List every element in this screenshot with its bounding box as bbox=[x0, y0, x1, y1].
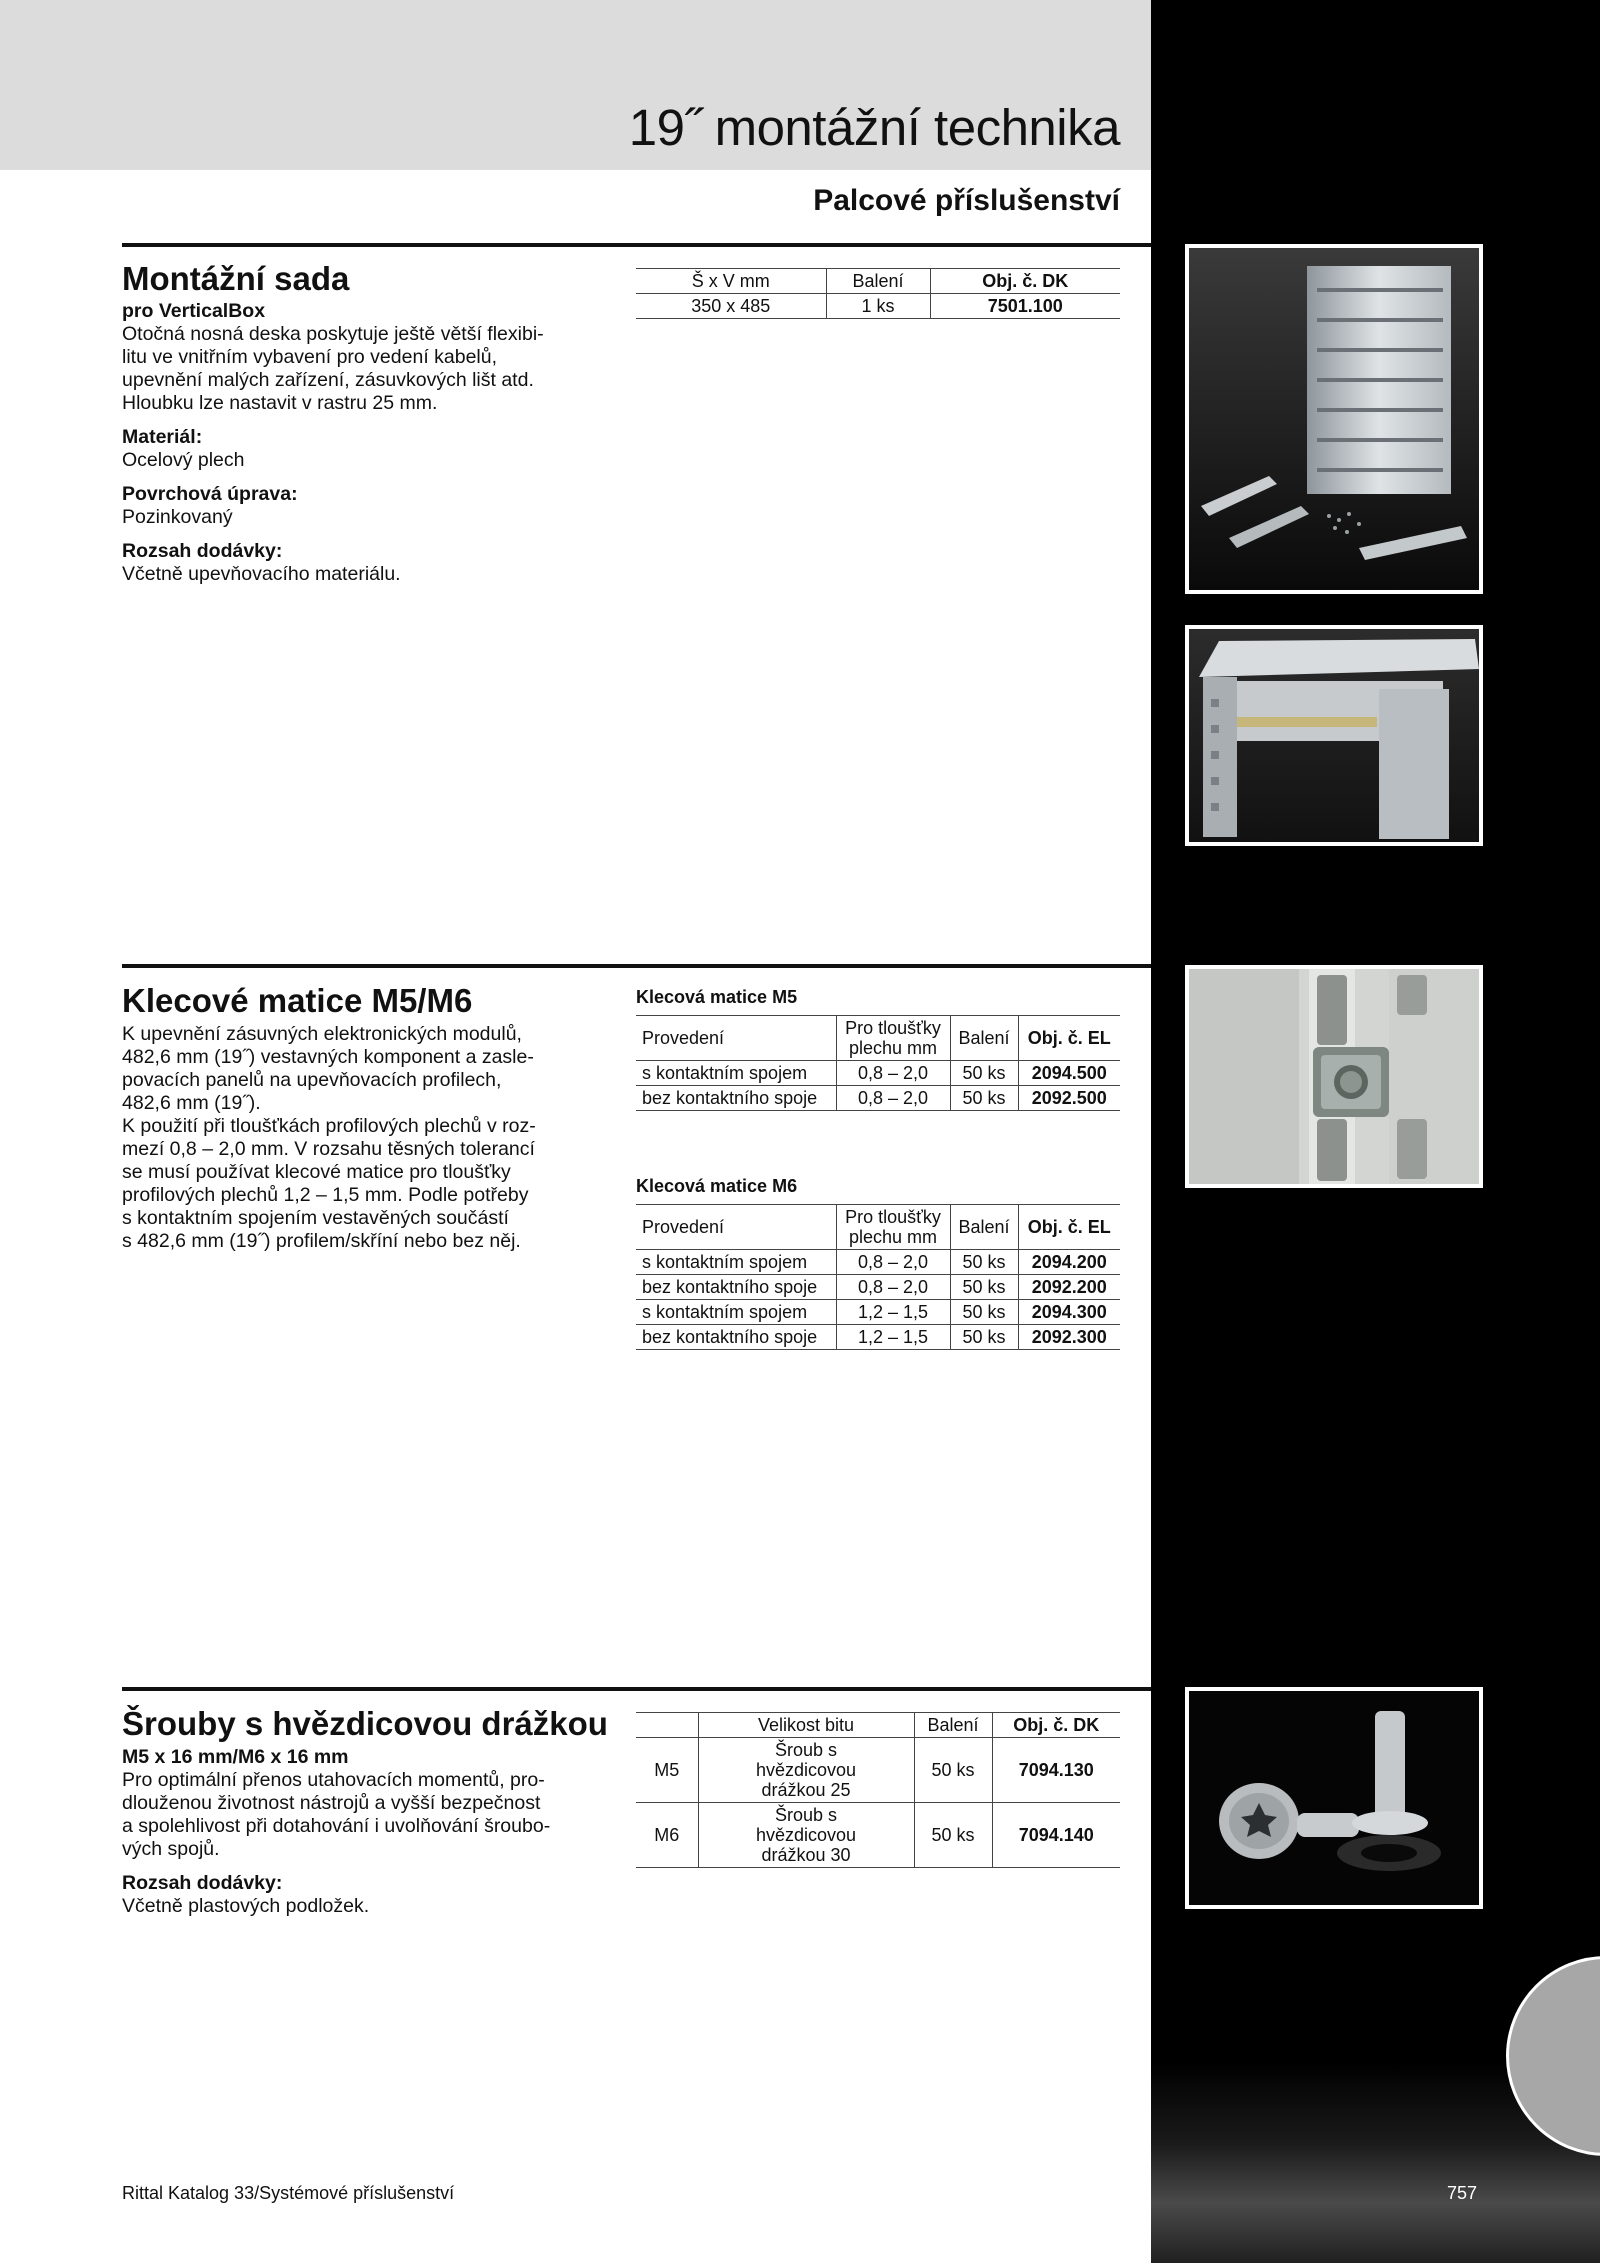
cell: 1 ks bbox=[826, 294, 930, 319]
table-mounting-kit bbox=[636, 268, 1120, 319]
photo-installed-kit bbox=[1185, 625, 1483, 846]
desc-line: a spolehlivost při dotahování i uvolňování šroubo- bbox=[122, 1815, 551, 1837]
page-number: 757 bbox=[1447, 2183, 1478, 2203]
table-row bbox=[636, 1275, 1120, 1300]
desc-line: upevnění malých zařízení, zásuvkových lišt atd. bbox=[122, 369, 534, 391]
desc-line: 482,6 mm (19˝) vestavných komponent a zasle- bbox=[122, 1046, 534, 1068]
section-text-mounting-kit bbox=[122, 300, 602, 586]
cell: 7094.130 bbox=[992, 1738, 1120, 1803]
cell: Šroub s hvězdicovou drážkou 30 bbox=[698, 1803, 914, 1868]
scope-value: Včetně plastových podložek. bbox=[122, 1895, 370, 1917]
cell: 50 ks bbox=[914, 1803, 992, 1868]
material-value: Ocelový plech bbox=[122, 449, 245, 471]
surface-label: Povrchová úprava: bbox=[122, 483, 298, 505]
cell: 2092.200 bbox=[1018, 1275, 1120, 1300]
col-header: Provedení bbox=[636, 1205, 836, 1250]
scope-label: Rozsah dodávky: bbox=[122, 1872, 283, 1894]
desc-line: vých spojů. bbox=[122, 1838, 220, 1860]
col-header: Obj. č. EL bbox=[1018, 1016, 1120, 1061]
cell: s kontaktním spojem bbox=[636, 1061, 836, 1086]
page-title: 19˝ montážní technika bbox=[628, 99, 1120, 156]
col-header: Pro tloušťky plechu mm bbox=[836, 1205, 950, 1250]
table-row bbox=[636, 1300, 1120, 1325]
col-header: Balení bbox=[826, 269, 930, 294]
cell: 7501.100 bbox=[930, 294, 1120, 319]
section-text-cage-nuts bbox=[122, 1023, 602, 1253]
desc-line: povacích panelů na upevňovacích profilech, bbox=[122, 1069, 502, 1091]
photo-cage-nut bbox=[1185, 965, 1483, 1188]
col-header: Balení bbox=[950, 1016, 1018, 1061]
cell: 2094.300 bbox=[1018, 1300, 1120, 1325]
col-header bbox=[636, 1713, 698, 1738]
table-row bbox=[636, 1061, 1120, 1086]
col-header: Pro tloušťky plechu mm bbox=[836, 1016, 950, 1061]
cell: M6 bbox=[636, 1803, 698, 1868]
page-subtitle: Palcové příslušenství bbox=[813, 184, 1120, 217]
desc-line: dlouženou životnost nástrojů a vyšší bezpečnost bbox=[122, 1792, 541, 1814]
cell: M5 bbox=[636, 1738, 698, 1803]
material-label: Materiál: bbox=[122, 426, 203, 448]
section-subheading: M5 x 16 mm/M6 x 16 mm bbox=[122, 1746, 349, 1768]
cell: bez kontaktního spoje bbox=[636, 1086, 836, 1111]
cell: 50 ks bbox=[950, 1250, 1018, 1275]
col-header: Balení bbox=[950, 1205, 1018, 1250]
cell: s kontaktním spojem bbox=[636, 1250, 836, 1275]
cell: 50 ks bbox=[950, 1086, 1018, 1111]
section-text-star-screws bbox=[122, 1746, 602, 1918]
col-header: Obj. č. EL bbox=[1018, 1205, 1120, 1250]
section-rule bbox=[122, 964, 1151, 968]
table-row bbox=[636, 294, 1120, 319]
cell: 0,8 – 2,0 bbox=[836, 1275, 950, 1300]
cell: 350 x 485 bbox=[636, 294, 826, 319]
cell: bez kontaktního spoje bbox=[636, 1275, 836, 1300]
section-subheading: pro VerticalBox bbox=[122, 300, 266, 322]
table-row bbox=[636, 1803, 1120, 1868]
cell: 2092.300 bbox=[1018, 1325, 1120, 1350]
cell: 0,8 – 2,0 bbox=[836, 1250, 950, 1275]
star-screws-image bbox=[1189, 1691, 1479, 1905]
section-heading-star-screws: Šrouby s hvězdicovou drážkou bbox=[122, 1705, 608, 1742]
desc-line: 482,6 mm (19˝). bbox=[122, 1092, 261, 1114]
desc-line: s kontaktním spojením vestavěných součástí bbox=[122, 1207, 509, 1229]
cage-nut-image bbox=[1189, 969, 1479, 1184]
scope-value: Včetně upevňovacího materiálu. bbox=[122, 563, 401, 585]
cell: s kontaktním spojem bbox=[636, 1300, 836, 1325]
mounting-plate-image bbox=[1189, 248, 1479, 590]
col-header: Obj. č. DK bbox=[930, 269, 1120, 294]
cell: 2094.500 bbox=[1018, 1061, 1120, 1086]
table-row bbox=[636, 1250, 1120, 1275]
cell: Šroub s hvězdicovou drážkou 25 bbox=[698, 1738, 914, 1803]
cell: 50 ks bbox=[950, 1300, 1018, 1325]
section-heading-cage-nuts: Klecové matice M5/M6 bbox=[122, 982, 473, 1019]
cell: bez kontaktního spoje bbox=[636, 1325, 836, 1350]
cell: 0,8 – 2,0 bbox=[836, 1086, 950, 1111]
cell: 2092.500 bbox=[1018, 1086, 1120, 1111]
col-header: Velikost bitu bbox=[698, 1713, 914, 1738]
table-row bbox=[636, 1086, 1120, 1111]
desc-line: Hloubku lze nastavit v rastru 25 mm. bbox=[122, 392, 438, 414]
scope-label: Rozsah dodávky: bbox=[122, 540, 283, 562]
section-rule bbox=[122, 243, 1151, 247]
surface-value: Pozinkovaný bbox=[122, 506, 233, 528]
cell: 50 ks bbox=[914, 1738, 992, 1803]
cell: 2094.200 bbox=[1018, 1250, 1120, 1275]
table-cage-nut-m6 bbox=[636, 1204, 1120, 1350]
col-header: Balení bbox=[914, 1713, 992, 1738]
table-caption-m6: Klecová matice M6 bbox=[636, 1176, 798, 1196]
desc-line: s 482,6 mm (19˝) profilem/skříní nebo bez něj. bbox=[122, 1230, 521, 1252]
desc-line: K použití při tloušťkách profilových plechů v roz- bbox=[122, 1115, 536, 1137]
desc-line: litu ve vnitřním vybavení pro vedení kabelů, bbox=[122, 346, 498, 368]
section-heading-mounting-kit: Montážní sada bbox=[122, 260, 350, 297]
col-header: Provedení bbox=[636, 1016, 836, 1061]
table-star-screws bbox=[636, 1712, 1120, 1868]
desc-line: se musí používat klecové matice pro tloušťky bbox=[122, 1161, 511, 1183]
desc-line: mezí 0,8 – 2,0 mm. V rozsahu těsných tolerancí bbox=[122, 1138, 535, 1160]
photo-mounting-plate bbox=[1185, 244, 1483, 594]
section-rule bbox=[122, 1687, 1151, 1691]
desc-line: profilových plechů 1,2 – 1,5 mm. Podle potřeby bbox=[122, 1184, 529, 1206]
photo-star-screws bbox=[1185, 1687, 1483, 1909]
cell: 1,2 – 1,5 bbox=[836, 1325, 950, 1350]
cell: 50 ks bbox=[950, 1275, 1018, 1300]
table-row bbox=[636, 1738, 1120, 1803]
table-row bbox=[636, 1325, 1120, 1350]
col-header: Obj. č. DK bbox=[992, 1713, 1120, 1738]
footer-text: Rittal Katalog 33/Systémové příslušenství bbox=[122, 2183, 455, 2203]
desc-line: Pro optimální přenos utahovacích momentů, pro- bbox=[122, 1769, 545, 1791]
cell: 50 ks bbox=[950, 1325, 1018, 1350]
cell: 0,8 – 2,0 bbox=[836, 1061, 950, 1086]
installed-kit-image bbox=[1189, 629, 1479, 842]
cell: 50 ks bbox=[950, 1061, 1018, 1086]
cell: 1,2 – 1,5 bbox=[836, 1300, 950, 1325]
desc-line: Otočná nosná deska poskytuje ještě větší flexibi- bbox=[122, 323, 544, 345]
col-header: Š x V mm bbox=[636, 269, 826, 294]
desc-line: K upevnění zásuvných elektronických modulů, bbox=[122, 1023, 522, 1045]
table-caption-m5: Klecová matice M5 bbox=[636, 987, 798, 1007]
cell: 7094.140 bbox=[992, 1803, 1120, 1868]
table-cage-nut-m5 bbox=[636, 1015, 1120, 1111]
